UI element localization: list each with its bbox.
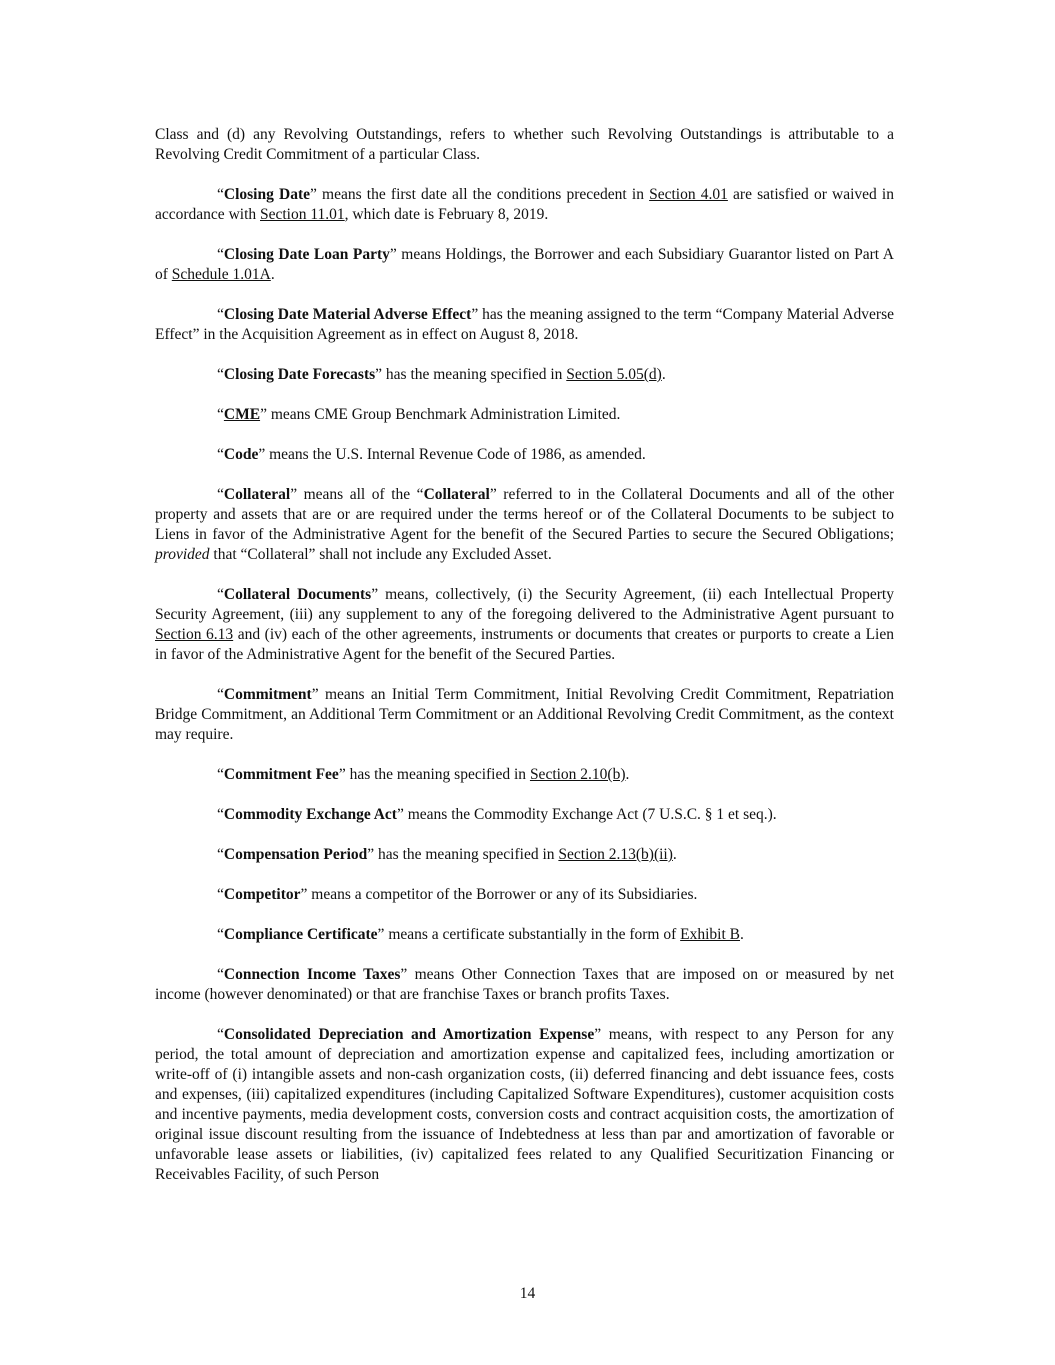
definition-consolidated-da-expense: “Consolidated Depreciation and Amortization Expense” means, with respect to any Person for any period, the total amount of depreciation and amortization expense and capitalized fees, including amortization or write-off of (i) intangible assets and non-cash organization costs, (ii) deferred financing and debt issuance fees, costs and expenses, (iii) capitalized expenditures (including Capitalized Software Expenditures), customer acquisition costs and incentive payments, media development costs, conversion costs and contract acquisition costs, the amortization of original issue discount resulting from the issuance of Indebtedness at less than par and amortization of favorable or unfavorable lease assets or liabilities, (iv) capitalized fees related to any Qualified Securitization Financing or Receivables Facility, of such Person [155, 1026, 894, 1183]
definition-closing-date-mae: “Closing Date Material Adverse Effect” has the meaning assigned to the term “Company Material Adverse Effect” in the Acquisition Agreement as in effect on August 8, 2018. [155, 306, 894, 343]
cross-reference: Exhibit B [680, 926, 740, 943]
definition-text: means the U.S. Internal Revenue Code of 1986, as amended. [265, 446, 646, 463]
defined-term: Compensation Period [223, 846, 368, 863]
definition-text: means the Commodity Exchange Act (7 U.S.C. § 1 et seq.). [403, 806, 777, 823]
defined-term: Closing Date Loan Party [223, 246, 390, 263]
definition-closing-date-loan-party: “Closing Date Loan Party” means Holdings, the Borrower and each Subsidiary Guarantor listed on Part A of Schedule 1.01A. [155, 246, 894, 283]
definition-text: has the meaning specified in [374, 846, 559, 863]
definition-text: means Other Connection Taxes that are imposed on or measured by net income (however denominated) or that are franchise Taxes or branch profits Taxes. [155, 966, 894, 1003]
definition-text: means, with respect to any Person for any period, the total amount of depreciation and amortization expense and capitalized fees, including amortization or write-off of (i) intangible assets and non-cash organization costs, (ii) deferred financing and debt issuance fees, costs and expenses, (iii) capitalized expenditures (including Capitalized Software Expenditures), customer acquisition costs and incentive payments, media development costs, conversion costs and contract acquisition costs, the amortization of original issue discount resulting from the issuance of Indebtedness at less than par and amortization of favorable or unfavorable lease assets or liabilities, (iv) capitalized fees related to any Qualified Securitization Financing or Receivables Facility, of such Person [155, 1026, 894, 1183]
definition-collateral-documents: “Collateral Documents” means, collectively, (i) the Security Agreement, (ii) each Intellectual Property Security Agreement, (iii) any supplement to any of the foregoing delivered to the Administrative Agent pursuant to Section 6.13 and (iv) each of the other agreements, instruments or documents that creates or purports to create a Lien in favor of the Administrative Agent for the benefit of the Secured Parties. [155, 586, 894, 663]
definition-text: . [740, 926, 744, 943]
definition-collateral: “Collateral” means all of the “Collateral” referred to in the Collateral Documents and all of the other property and assets that are or are required under the terms hereof or of the Collateral Documents to be subject to Liens in favor of the Administrative Agent for the benefit of the Secured Parties to secure the Secured Obligations; provided that “Collateral” shall not include any Excluded Asset. [155, 486, 894, 563]
definition-text: means an Initial Term Commitment, Initial Revolving Credit Commitment, Repatriation Bridge Commitment, an Additional Term Commitment or an Additional Revolving Credit Commitment, as the context may require. [155, 686, 894, 743]
defined-term: Commitment Fee [223, 766, 339, 783]
definition-text: has the meaning specified in [382, 366, 567, 383]
cross-reference: Section 2.10(b) [529, 766, 626, 783]
definition-text: has the meaning specified in [345, 766, 530, 783]
definition-competitor: “Competitor” means a competitor of the Borrower or any of its Subsidiaries. [217, 886, 698, 903]
defined-term: Commitment [223, 686, 312, 703]
defined-term: CME [223, 406, 261, 423]
defined-term: Closing Date Material Adverse Effect [223, 306, 472, 323]
defined-term: Closing Date [223, 186, 310, 203]
defined-term: Competitor [223, 886, 301, 903]
cross-reference: Section 6.13 [155, 626, 234, 643]
definition-compensation-period: “Compensation Period” has the meaning specified in Section 2.13(b)(ii). [217, 846, 677, 863]
defined-term: Commodity Exchange Act [223, 806, 397, 823]
definition-text: means CME Group Benchmark Administration Limited. [266, 406, 621, 423]
defined-term: Collateral Documents [223, 586, 372, 603]
defined-term: Closing Date Forecasts [223, 366, 376, 383]
definition-text: are satisfied or waived in accordance with [155, 186, 894, 223]
definition-text: means Holdings, the Borrower and each Subsidiary Guarantor listed on Part A of [155, 246, 894, 283]
definition-compliance-certificate: “Compliance Certificate” means a certificate substantially in the form of Exhibit B. [217, 926, 744, 943]
definition-connection-income-taxes: “Connection Income Taxes” means Other Connection Taxes that are imposed on or measured by net income (however denominated) or that are franchise Taxes or branch profits Taxes. [155, 966, 894, 1003]
definition-commodity-exchange-act: “Commodity Exchange Act” means the Commodity Exchange Act (7 U.S.C. § 1 et seq.). [217, 806, 777, 823]
defined-term: Connection Income Taxes [223, 966, 401, 983]
document-body [155, 125, 894, 1205]
page-number: 14 [519, 1285, 536, 1302]
definition-text: , which date is February 8, 2019. [344, 206, 549, 223]
defined-term-reference: Collateral [423, 486, 490, 503]
definition-text: ” referred to in the Collateral Documents and all of the other property and assets that are or are required under the terms hereof or of the Collateral Documents to be subject to Liens in favor of the Administrative Agent for the benefit of the Secured Parties to secure the Secured Obligations; [155, 486, 894, 543]
cross-reference: Schedule 1.01A [171, 266, 271, 283]
continued-paragraph [155, 125, 894, 165]
cross-reference: Section 2.13(b)(ii) [558, 846, 673, 863]
italic-text: provided [155, 546, 210, 563]
definition-code: “Code” means the U.S. Internal Revenue Code of 1986, as amended. [217, 446, 646, 463]
definition-commitment: “Commitment” means an Initial Term Commitment, Initial Revolving Credit Commitment, Repatriation Bridge Commitment, an Additional Term Commitment or an Additional Revolving Credit Commitment, as the context may require. [155, 686, 894, 743]
definition-closing-date-forecasts: “Closing Date Forecasts” has the meaning specified in Section 5.05(d). [217, 366, 666, 383]
defined-term: Compliance Certificate [223, 926, 378, 943]
defined-term: Collateral [223, 486, 291, 503]
definition-text: . [672, 846, 677, 863]
intro-text: Class and (d) any Revolving Outstandings, refers to whether such Revolving Outstandings is attributable to a Revolving Credit Commitment of a particular Class. [155, 126, 894, 163]
cross-reference: Section 5.05(d) [566, 366, 662, 383]
definition-text: means a certificate substantially in the form of [384, 926, 681, 943]
definition-text: and (iv) each of the other agreements, instruments or documents that creates or purports to create a Lien in favor of the Administrative Agent for the benefit of the Secured Parties. [155, 626, 894, 663]
cross-reference: Section 4.01 [649, 186, 728, 203]
definition-text: . [625, 766, 630, 783]
definition-cme: “CME” means CME Group Benchmark Administration Limited. [217, 406, 621, 423]
defined-term: Consolidated Depreciation and Amortization Expense [223, 1026, 595, 1043]
definition-text: that “Collateral” shall not include any Excluded Asset. [209, 546, 552, 563]
definition-text: . [661, 366, 666, 383]
definition-text: means a competitor of the Borrower or any of its Subsidiaries. [307, 886, 698, 903]
definition-text: means the first date all the conditions precedent in [316, 186, 650, 203]
definition-commitment-fee: “Commitment Fee” has the meaning specified in Section 2.10(b). [217, 766, 630, 783]
definition-text: . [270, 266, 275, 283]
cross-reference: Section 11.01 [260, 206, 345, 223]
defined-term: Code [223, 446, 259, 463]
definition-text: means all of the “ [297, 486, 424, 503]
definition-closing-date: “Closing Date” means the first date all the conditions precedent in Section 4.01 are satisfied or waived in accordance with Section 11.01, which date is February 8, 2019. [155, 186, 894, 223]
definition-text: means, collectively, (i) the Security Agreement, (ii) each Intellectual Property Security Agreement, (iii) any supplement to any of the foregoing delivered to the Administrative Agent pursuant to [155, 586, 894, 623]
definition-text: has the meaning assigned to the term “Company Material Adverse Effect” in the Acquisition Agreement as in effect on August 8, 2018. [155, 306, 894, 343]
